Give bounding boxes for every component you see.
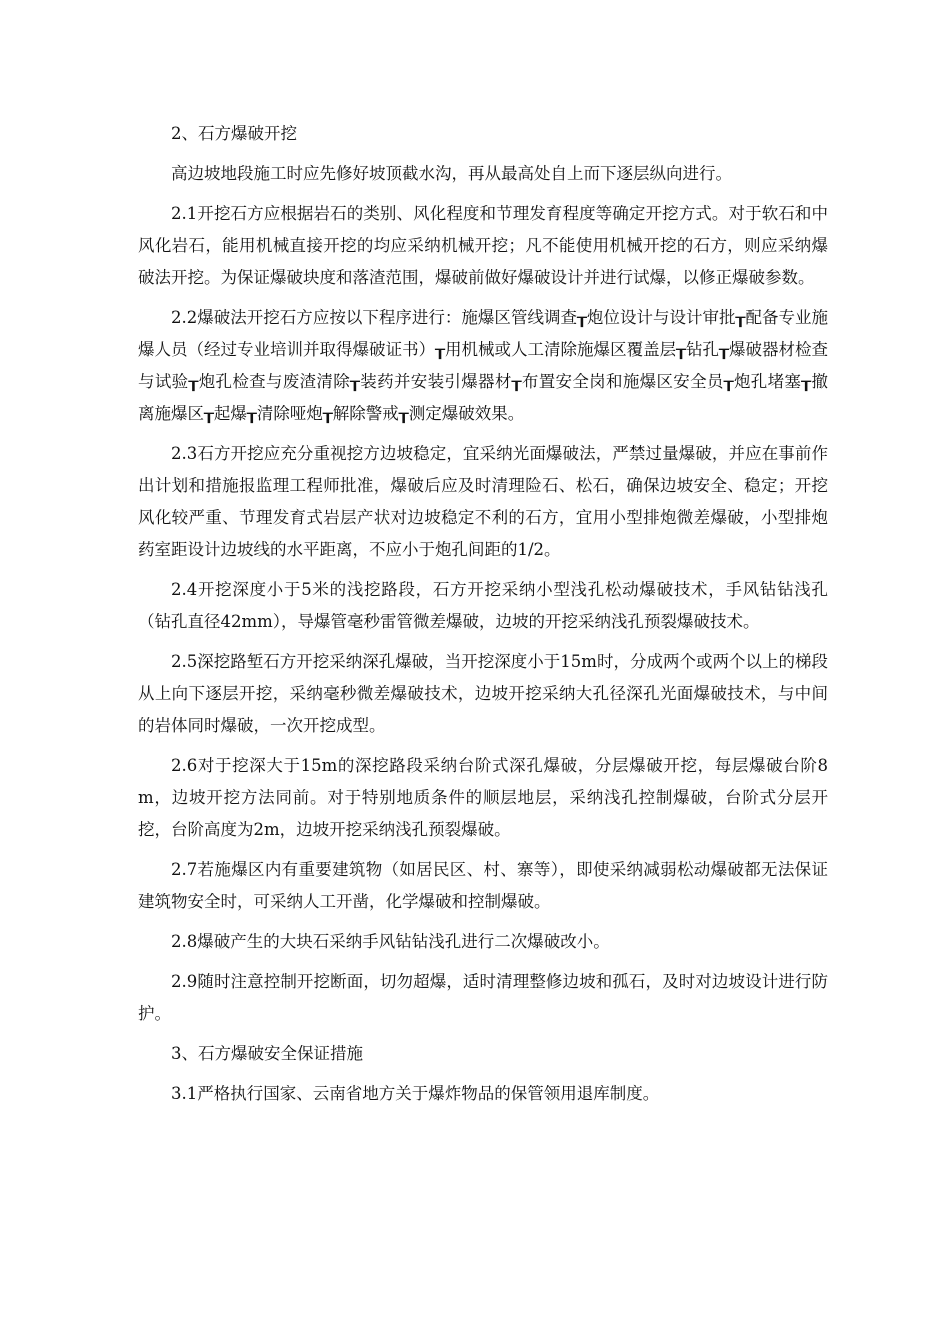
paragraph-2-8: 2.8爆破产生的大块石采纳手风钻钻浅孔进行二次爆破改小。 bbox=[171, 932, 610, 951]
section-heading-2: 2、石方爆破开挖 bbox=[171, 124, 297, 143]
paragraph-2-6: 2.6对于挖深大于15m的深挖路段采纳台阶式深孔爆破，分层爆破开挖，每层爆破台阶8m，边坡开挖方法同前。对于特别地质条件的顺层地层，采纳浅孔控制爆破，台阶式分层开挖，台阶高度为2m，边坡开挖采纳浅孔预裂爆破。 bbox=[138, 756, 828, 839]
paragraph-intro: 高边坡地段施工时应先修好坡顶截水沟，再从最高处自上而下逐层纵向进行。 bbox=[171, 164, 732, 183]
paragraph-2-2: 2.2爆破法开挖石方应按以下程序进行：施爆区管线调查┰炮位设计与设计审批┰配备专业施爆人员（经过专业培训并取得爆破证书）┰用机械或人工清除施爆区覆盖层┰钻孔┰爆破器材检查与试验┰炮孔检查与废渣清除┰装药并安装引爆器材┰布置安全岗和施爆区安全员┰炮孔堵塞┰撤离施爆区┰起爆┰清除哑炮┰解除警戒┰测定爆破效果。 bbox=[138, 308, 828, 423]
document-body bbox=[138, 118, 828, 1118]
paragraph-3-1: 3.1严格执行国家、云南省地方关于爆炸物品的保管领用退库制度。 bbox=[171, 1084, 660, 1103]
section-heading-3: 3、石方爆破安全保证措施 bbox=[171, 1044, 363, 1063]
paragraph-2-4: 2.4开挖深度小于5米的浅挖路段，石方开挖采纳小型浅孔松动爆破技术，手风钻钻浅孔（钻孔直径42mm），导爆管毫秒雷管微差爆破，边坡的开挖采纳浅孔预裂爆破技术。 bbox=[138, 580, 828, 631]
paragraph-2-7: 2.7若施爆区内有重要建筑物（如居民区、村、寨等），即使采纳减弱松动爆破都无法保证建筑物安全时，可采纳人工开凿，化学爆破和控制爆破。 bbox=[138, 860, 828, 911]
paragraph-2-1: 2.1开挖石方应根据岩石的类别、风化程度和节理发育程度等确定开挖方式。对于软石和中风化岩石，能用机械直接开挖的均应采纳机械开挖；凡不能使用机械开挖的石方，则应采纳爆破法开挖。为保证爆破块度和落渣范围，爆破前做好爆破设计并进行试爆，以修正爆破参数。 bbox=[138, 204, 828, 287]
paragraph-2-5: 2.5深挖路堑石方开挖采纳深孔爆破，当开挖深度小于15m时，分成两个或两个以上的梯段从上向下逐层开挖，采纳毫秒微差爆破技术，边坡开挖采纳大孔径深孔光面爆破技术，与中间的岩体同时爆破，一次开挖成型。 bbox=[138, 652, 828, 735]
paragraph-2-9: 2.9随时注意控制开挖断面，切勿超爆，适时清理整修边坡和孤石，及时对边坡设计进行防护。 bbox=[138, 972, 828, 1023]
paragraph-2-3: 2.3石方开挖应充分重视挖方边坡稳定，宜采纳光面爆破法，严禁过量爆破，并应在事前作出计划和措施报监理工程师批准，爆破后应及时清理险石、松石，确保边坡安全、稳定；开挖风化较严重、节理发育式岩层产状对边坡稳定不利的石方，宜用小型排炮微差爆破，小型排炮药室距设计边坡线的水平距离，不应小于炮孔间距的1/2。 bbox=[138, 444, 828, 559]
